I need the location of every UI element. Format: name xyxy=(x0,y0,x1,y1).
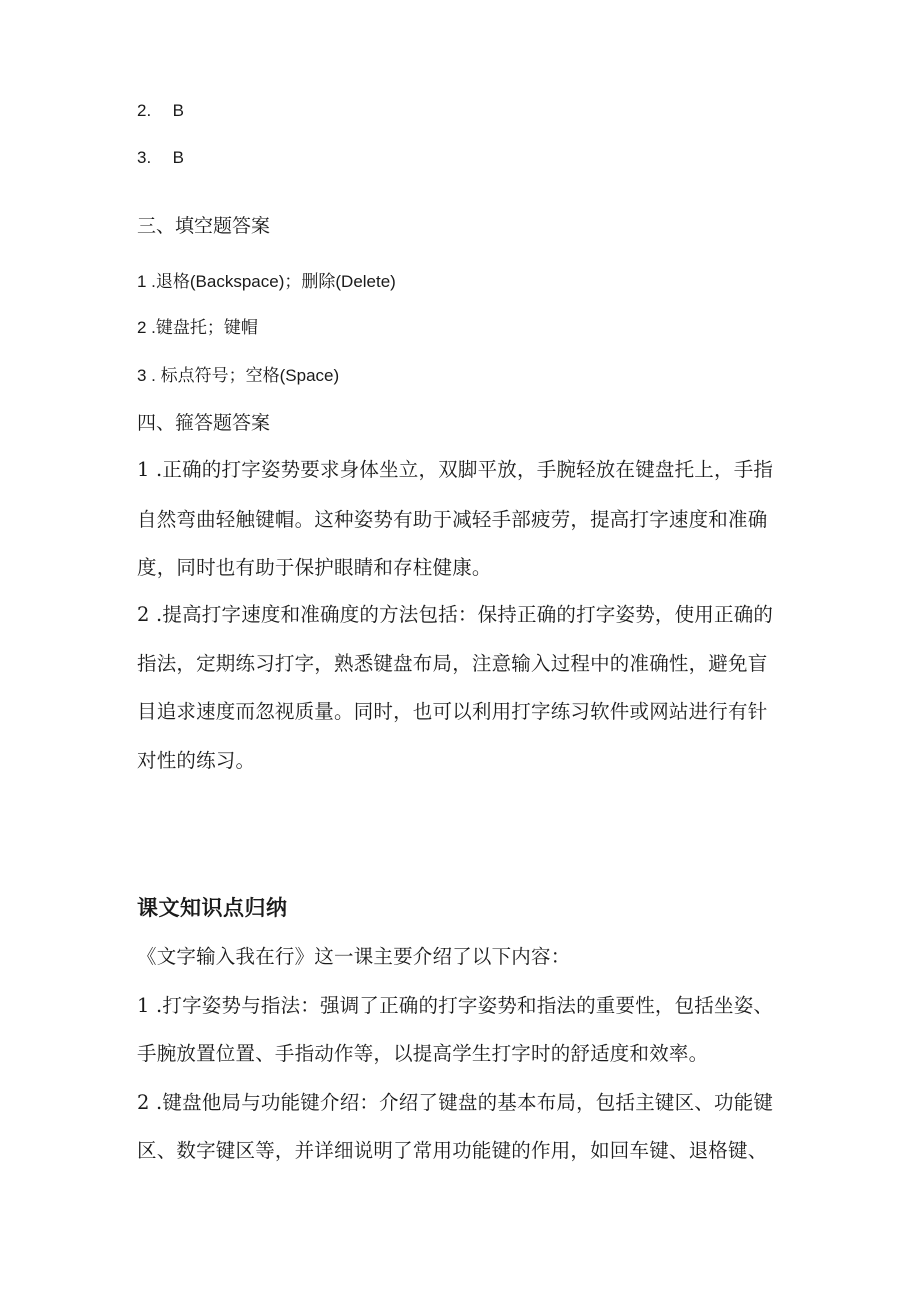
fill-in-item-1: 1 .退格(Backspace)；删除(Delete) xyxy=(137,272,396,291)
answer-number: 2. xyxy=(137,101,152,120)
short-answer-line: 2 .提高打字速度和准确度的方法包括：保持正确的打字姿势，使用正确的 xyxy=(137,603,774,626)
answer-letter: B xyxy=(172,101,184,120)
answer-letter: B xyxy=(172,148,184,167)
summary-line: 区、数字键区等，并详细说明了常用功能键的作用，如回车键、退格键、 xyxy=(137,1139,768,1162)
summary-line: 《文字输入我在行》这一课主要介绍了以下内容： xyxy=(137,945,571,968)
section-title-fill-in: 三、填空题答案 xyxy=(137,215,271,237)
answer-item-3 xyxy=(137,146,184,170)
short-answer-line: 对性的练习。 xyxy=(137,749,256,772)
section-title-short-answer: 四、箍答题答案 xyxy=(137,412,271,434)
fill-in-item-2: 2 .键盘托；键帽 xyxy=(137,318,258,337)
fill-in-item-3: 3 . 标点符号；空格(Space) xyxy=(137,366,340,385)
summary-line: 2 .键盘他局与功能键介绍：介绍了键盘的基本布局，包括主键区、功能键 xyxy=(137,1091,774,1114)
answer-item-2 xyxy=(137,99,184,123)
summary-line: 1 .打字姿势与指法：强调了正确的打字姿势和指法的重要性，包括坐姿、 xyxy=(137,994,774,1017)
short-answer-line: 1 .正确的打字姿势要求身体坐立，双脚平放，手腕轻放在键盘托上，手指 xyxy=(137,458,774,481)
short-answer-line: 指法，定期练习打字，熟悉键盘布局，注意输入过程中的准确性，避免盲 xyxy=(137,652,768,675)
short-answer-line: 自然弯曲轻触键帽。这种姿势有助于减轻手部疲劳，提高打字速度和准确 xyxy=(137,508,768,531)
summary-line: 手腕放置位置、手指动作等，以提高学生打字时的舒适度和效率。 xyxy=(137,1042,709,1065)
summary-heading: 课文知识点归纳 xyxy=(137,896,288,920)
short-answer-line: 度，同时也有助于保护眼睛和存柱健康。 xyxy=(137,556,492,579)
answer-number: 3. xyxy=(137,148,152,167)
short-answer-line: 目追求速度而忽视质量。同时，也可以利用打字练习软件或网站进行有针 xyxy=(137,700,768,723)
